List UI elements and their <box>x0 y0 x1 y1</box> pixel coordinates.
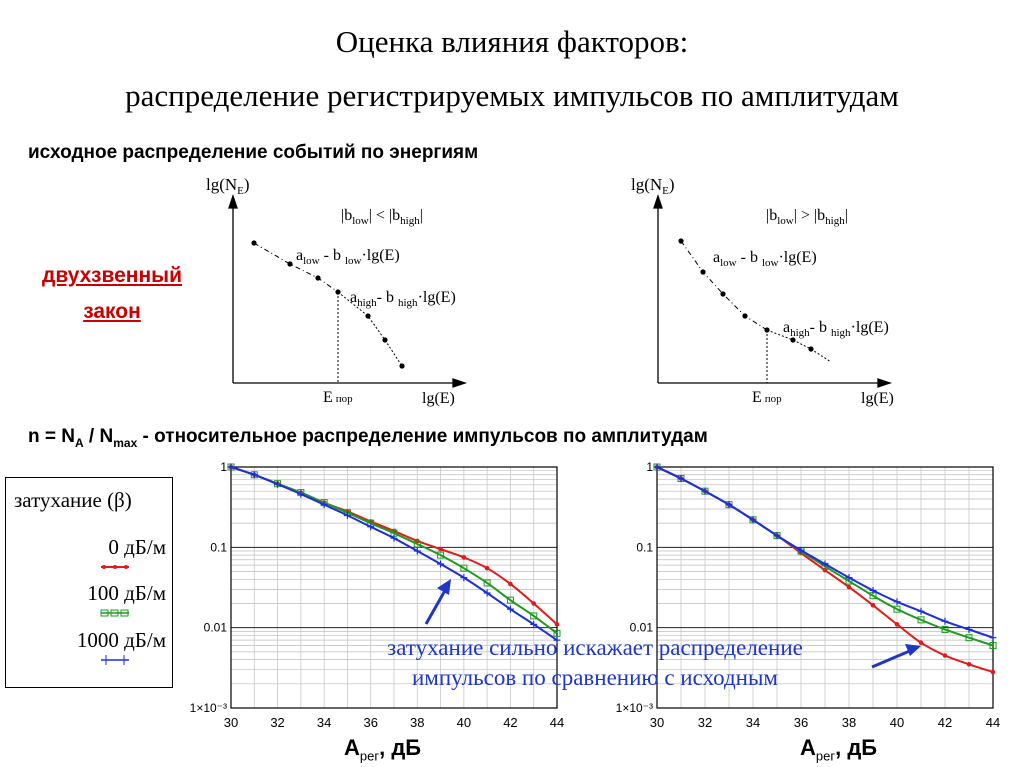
x-tick-label: 42 <box>937 715 953 730</box>
legend-title: затухание (β) <box>14 488 132 512</box>
note-line-1: затухание сильно искажает распределение <box>387 635 803 660</box>
series-point-0 <box>847 585 852 590</box>
x-axis-label: lg(E) <box>422 390 455 407</box>
y-tick-label: 1×10⁻³ <box>615 701 653 715</box>
two-link-law-label-line2: закон <box>83 300 141 323</box>
threshold-label: E пор <box>323 389 353 406</box>
x-tick-label: 34 <box>316 715 332 730</box>
x-tick-label: 36 <box>793 715 809 730</box>
slope-condition-label: $|b_{low}| > |b_{high}|$ <box>766 207 848 227</box>
x-axis-label-left: $A_{рег}$, дБ <box>344 735 422 764</box>
series-point-0 <box>919 640 924 645</box>
x-tick-label: 42 <box>503 715 518 730</box>
x-tick-label: 40 <box>889 715 905 730</box>
series-point-0 <box>943 653 948 658</box>
y-tick-label: 1 <box>220 460 227 474</box>
law-low-label: $a_{low}$ - b $_{low}$·lg(E) <box>713 249 817 269</box>
law-high-label: $a_{high}-$ b $_{high}$·lg(E) <box>350 289 456 309</box>
x-axis-label: lg(E) <box>861 390 894 407</box>
x-tick-label: 38 <box>841 715 857 730</box>
y-axis-label: $\lg(N_E)$ <box>631 175 675 197</box>
x-axis-label-right: $A_{рег}$, дБ <box>800 735 878 764</box>
x-tick-label: 32 <box>270 715 285 730</box>
series-point-0 <box>871 603 876 608</box>
series-point-0 <box>991 670 996 675</box>
title-line-1: Оценка влияния факторов: <box>335 24 689 59</box>
slope-condition-label: $|b_{low}| < |b_{high}|$ <box>341 207 423 227</box>
two-link-law-label-line1: двухзвенный <box>41 264 183 287</box>
y-tick-label: 0.01 <box>629 620 653 635</box>
x-tick-label: 30 <box>649 715 665 730</box>
law-low-label: $a_{low}$ - b $_{low}$·lg(E) <box>296 247 400 267</box>
x-tick-label: 32 <box>697 715 713 730</box>
series-point-0 <box>895 622 900 627</box>
threshold-label: E пор <box>752 389 782 406</box>
y-tick-label: 0.1 <box>210 540 227 555</box>
legend-item-0db: 0 дБ/м <box>108 535 166 559</box>
x-tick-label: 38 <box>410 715 425 730</box>
y-axis-label: $\lg(N_E)$ <box>206 175 250 197</box>
note-line-2: импульсов по сравнению с исходным <box>411 665 778 690</box>
legend-item-1000db: 1000 дБ/м <box>76 628 166 652</box>
section-energy-heading: исходное распределение событий по энергиям <box>28 142 479 163</box>
y-tick-label: 0.01 <box>203 620 227 635</box>
x-tick-label: 44 <box>549 715 565 730</box>
x-tick-label: 34 <box>745 715 761 730</box>
series-point-0 <box>823 568 828 573</box>
title-line-2: распределение регистрируемых импульсов по амплитудам <box>125 78 899 113</box>
law-high-label: $a_{high}-$ b $_{high}$·lg(E) <box>783 319 889 339</box>
section-amplitude-heading: $n = N_A / N_{max}$ - относительное распределение импульсов по амплитудам <box>28 426 708 450</box>
y-tick-label: 0.1 <box>636 540 653 555</box>
x-tick-label: 40 <box>456 715 472 730</box>
x-tick-label: 44 <box>985 715 1001 730</box>
legend-item-100db: 100 дБ/м <box>87 581 166 605</box>
y-tick-label: 1 <box>646 460 653 474</box>
series-point-0 <box>967 662 972 667</box>
x-tick-label: 36 <box>363 715 378 730</box>
y-tick-label: 1×10⁻³ <box>189 701 227 715</box>
x-tick-label: 30 <box>223 715 239 730</box>
